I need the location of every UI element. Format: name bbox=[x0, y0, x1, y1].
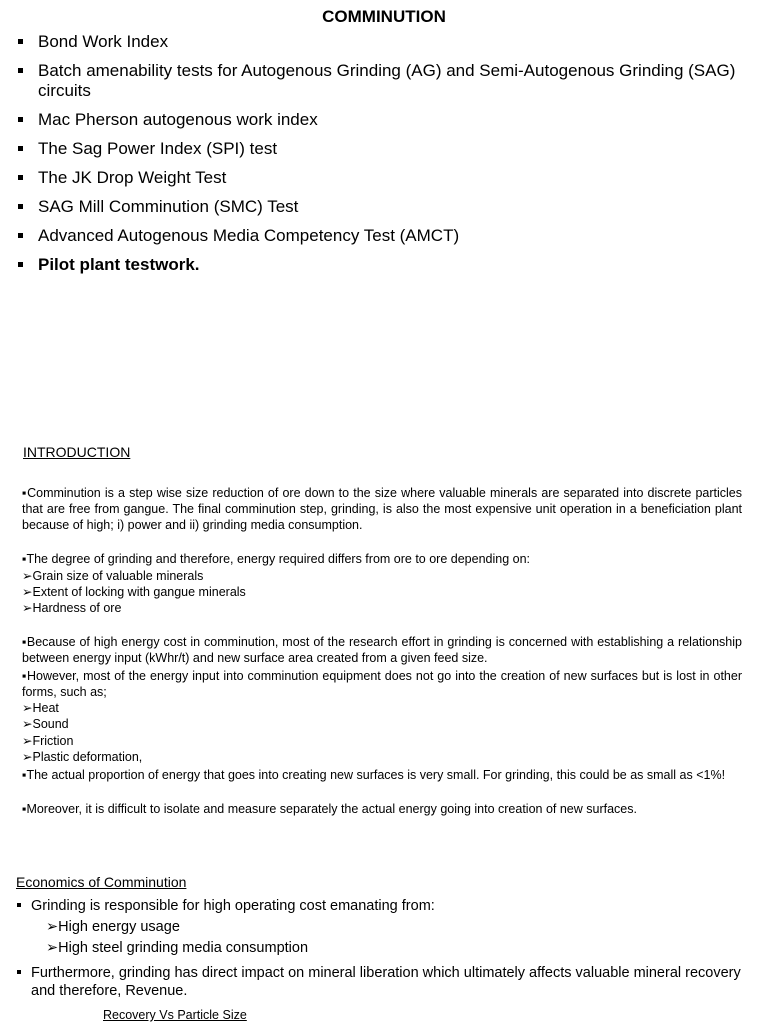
factor-item: ➢Grain size of valuable minerals bbox=[22, 569, 204, 583]
page-title: COMMINUTION bbox=[322, 7, 446, 26]
list-item: Pilot plant testwork. bbox=[16, 255, 746, 275]
introduction-heading: INTRODUCTION bbox=[23, 444, 131, 460]
intro-paragraph-6: ▪Moreover, it is difficult to isolate and measure separately the actual energy going into creation of new surfaces. bbox=[22, 802, 637, 816]
intro-paragraph-3: ▪Because of high energy cost in comminution, most of the research effort in grinding is concerned with establishing a relationship between energy input (kWhr/t) and new surface area created from a given feed size. bbox=[22, 635, 742, 666]
economics-list bbox=[16, 897, 756, 915]
list-item: Bond Work Index bbox=[16, 32, 746, 52]
economics-heading: Economics of Comminution bbox=[16, 874, 187, 890]
loss-item: ➢Heat bbox=[22, 701, 59, 715]
factor-item: ➢Extent of locking with gangue minerals bbox=[22, 585, 246, 599]
paragraph-text: The degree of grinding and therefore, energy required differs from ore to ore depending on: bbox=[26, 552, 531, 566]
loss-item: ➢Sound bbox=[22, 717, 69, 731]
list-item: Batch amenability tests for Autogenous Grinding (AG) and Semi-Autogenous Grinding (SAG) circuits bbox=[16, 61, 746, 101]
test-list bbox=[16, 32, 746, 284]
paragraph-text: Because of high energy cost in comminution, most of the research effort in grinding is concerned with establishing a relationship between energy input (kWhr/t) and new surface area created from a given feed size. bbox=[22, 635, 742, 666]
cause-item: ➢High steel grinding media consumption bbox=[46, 940, 309, 956]
list-item: SAG Mill Comminution (SMC) Test bbox=[16, 197, 746, 217]
intro-paragraph-4: ▪However, most of the energy input into comminution equipment does not go into the creation of new surfaces but is lost in other forms, such as; bbox=[22, 669, 742, 700]
paragraph-text: However, most of the energy input into comminution equipment does not go into the creation of new surfaces but is lost in other forms, such as; bbox=[22, 669, 742, 700]
list-item: The JK Drop Weight Test bbox=[16, 168, 746, 188]
economics-list bbox=[16, 964, 756, 1000]
list-item: Grinding is responsible for high operating cost emanating from: bbox=[16, 897, 756, 915]
list-item: The Sag Power Index (SPI) test bbox=[16, 139, 746, 159]
factor-item: ➢Hardness of ore bbox=[22, 601, 122, 615]
list-item: Furthermore, grinding has direct impact on mineral liberation which ultimately affects valuable mineral recovery and therefore, Revenue. bbox=[16, 964, 756, 1000]
figure-caption: Recovery Vs Particle Size bbox=[103, 1008, 247, 1022]
loss-item: ➢Plastic deformation, bbox=[22, 750, 143, 764]
list-item: Advanced Autogenous Media Competency Test (AMCT) bbox=[16, 226, 746, 246]
intro-paragraph-2: ▪The degree of grinding and therefore, energy required differs from ore to ore depending on: bbox=[22, 552, 531, 566]
paragraph-text: Moreover, it is difficult to isolate and measure separately the actual energy going into creation of new surfaces. bbox=[26, 802, 637, 816]
paragraph-text: Comminution is a step wise size reduction of ore down to the size where valuable minerals are separated into discrete particles that are free from gangue. The final comminution step, grinding, is also the most expensive unit operation in a beneficiation plant because of high; i) power and ii) grinding media consumption. bbox=[22, 486, 742, 533]
cause-item: ➢High energy usage bbox=[46, 919, 180, 935]
loss-item: ➢Friction bbox=[22, 734, 74, 748]
paragraph-text: The actual proportion of energy that goes into creating new surfaces is very small. For grinding, this could be as small as <1%! bbox=[26, 768, 726, 782]
intro-paragraph-5: ▪The actual proportion of energy that goes into creating new surfaces is very small. For grinding, this could be as small as <1%! bbox=[22, 768, 726, 782]
list-item: Mac Pherson autogenous work index bbox=[16, 110, 746, 130]
intro-paragraph-1: ▪Comminution is a step wise size reduction of ore down to the size where valuable minerals are separated into discrete particles that are free from gangue. The final comminution step, grinding, is also the most expensive unit operation in a beneficiation plant because of high; i) power and ii) grinding media consumption. bbox=[22, 486, 742, 533]
